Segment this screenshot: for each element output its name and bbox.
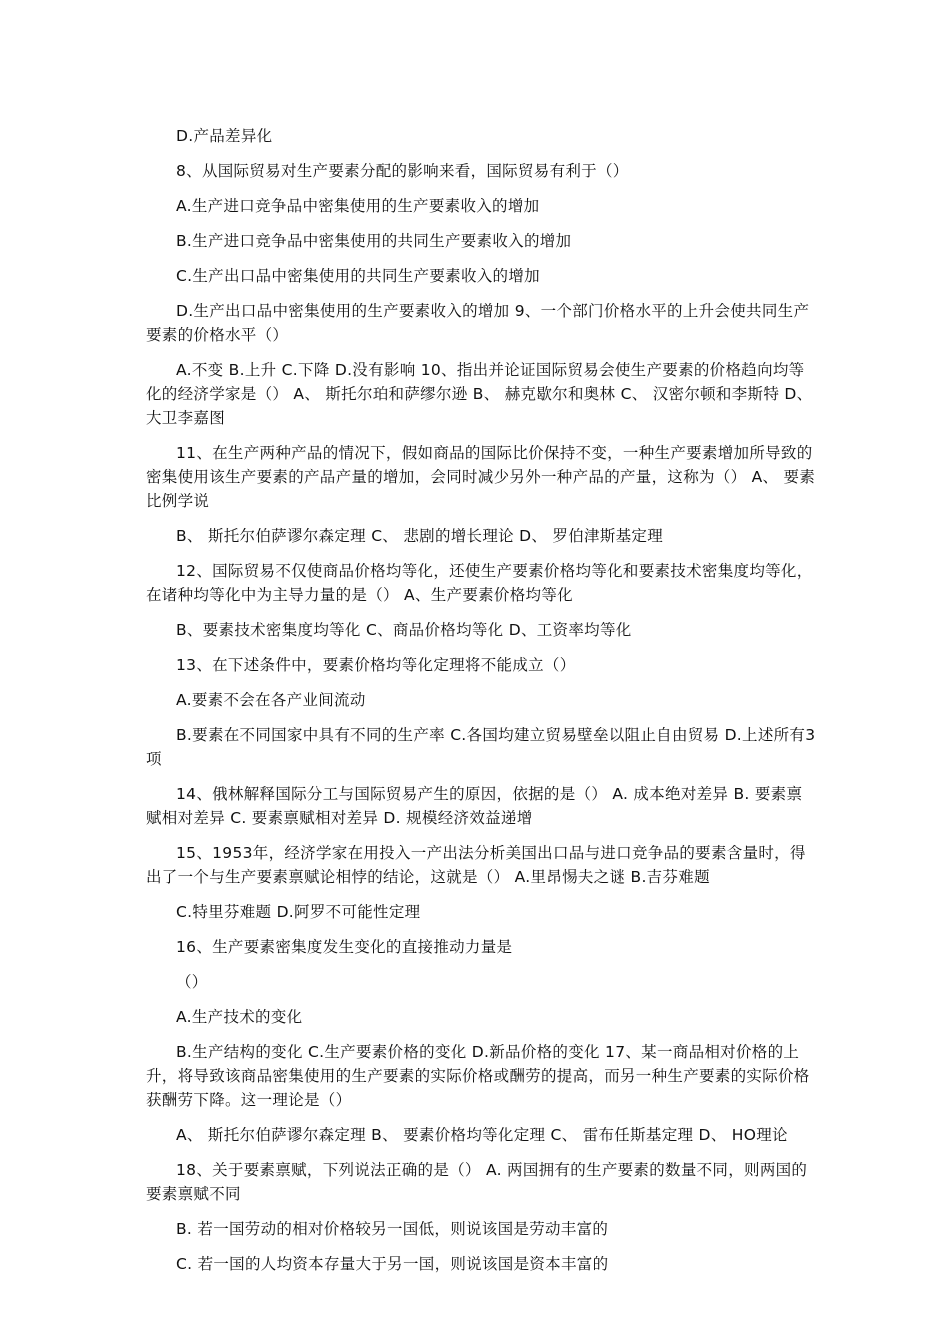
paragraph: B、要素技术密集度均等化 C、商品价格均等化 D、工资率均等化 <box>176 621 632 639</box>
paragraph: 16、生产要素密集度发生变化的直接推动力量是 <box>176 938 513 956</box>
paragraph: D.生产出口品中密集使用的生产要素收入的增加 9、一个部门价格水平的上升会使共同生产要素的价格水平（） <box>146 302 810 344</box>
paragraph: 12、国际贸易不仅使商品价格均等化，还使生产要素价格均等化和要素技术密集度均等化，在诸种均等化中为主导力量的是（） A、生产要素价格均等化 <box>146 562 813 604</box>
paragraph: D.产品差异化 <box>176 127 273 145</box>
paragraph: 13、在下述条件中，要素价格均等化定理将不能成立（） <box>176 656 576 674</box>
paragraph: B.生产进口竞争品中密集使用的共同生产要素收入的增加 <box>176 232 572 250</box>
paragraph: 11、在生产两种产品的情况下，假如商品的国际比价保持不变，一种生产要素增加所导致的密集使用该生产要素的产品产量的增加，会同时减少另外一种产品的产量，这称为（） A、 要素比例学说 <box>146 444 816 510</box>
paragraph: C.生产出口品中密集使用的共同生产要素收入的增加 <box>176 267 540 285</box>
paragraph: B、 斯托尔伯萨谬尔森定理 C、 悲剧的增长理论 D、 罗伯津斯基定理 <box>176 527 664 545</box>
paragraph: A.生产技术的变化 <box>176 1008 303 1026</box>
paragraph: A.要素不会在各产业间流动 <box>176 691 366 709</box>
document-body <box>146 124 816 1287</box>
paragraph: C.特里芬难题 D.阿罗不可能性定理 <box>176 903 421 921</box>
paragraph: A.生产进口竞争品中密集使用的生产要素收入的增加 <box>176 197 540 215</box>
paragraph: A、 斯托尔伯萨谬尔森定理 B、 要素价格均等化定理 C、 雷布任斯基定理 D、 HO理论 <box>176 1126 788 1144</box>
paragraph: 15、1953年，经济学家在用投入一产出法分析美国出口品与进口竞争品的要素含量时，得出了一个与生产要素禀赋论相悖的结论，这就是（） A.里昂惕夫之谜 B.吉芬难题 <box>146 844 806 886</box>
paragraph: B.要素在不同国家中具有不同的生产率 C.各国均建立贸易壁垒以阻止自由贸易 D.上述所有3项 <box>146 726 816 768</box>
paragraph: B. 若一国劳动的相对价格较另一国低，则说该国是劳动丰富的 <box>176 1220 609 1238</box>
paragraph: 8、从国际贸易对生产要素分配的影响来看，国际贸易有利于（） <box>176 162 629 180</box>
paragraph: C. 若一国的人均资本存量大于另一国，则说该国是资本丰富的 <box>176 1255 609 1273</box>
paragraph: A.不变 B.上升 C.下降 D.没有影响 10、指出并论证国际贸易会使生产要素的价格趋向均等化的经济学家是（） A、 斯托尔珀和萨缪尔逊 B、 赫克歇尔和奥林 C、 汉密尔顿和李斯特 D、 大卫李嘉图 <box>146 361 813 427</box>
paragraph: 18、关于要素禀赋，下列说法正确的是（） A. 两国拥有的生产要素的数量不同，则两国的要素禀赋不同 <box>146 1161 808 1203</box>
paragraph: 14、俄林解释国际分工与国际贸易产生的原因，依据的是（） A. 成本绝对差异 B. 要素禀赋相对差异 C. 要素禀赋相对差异 D. 规模经济效益递增 <box>146 785 803 827</box>
paragraph: B.生产结构的变化 C.生产要素价格的变化 D.新品价格的变化 17、某一商品相对价格的上升，将导致该商品密集使用的生产要素的实际价格或酬劳的提高，而另一种生产要素的实际价格获酬劳下降。这一理论是（） <box>146 1043 810 1109</box>
paragraph: （） <box>176 973 208 991</box>
